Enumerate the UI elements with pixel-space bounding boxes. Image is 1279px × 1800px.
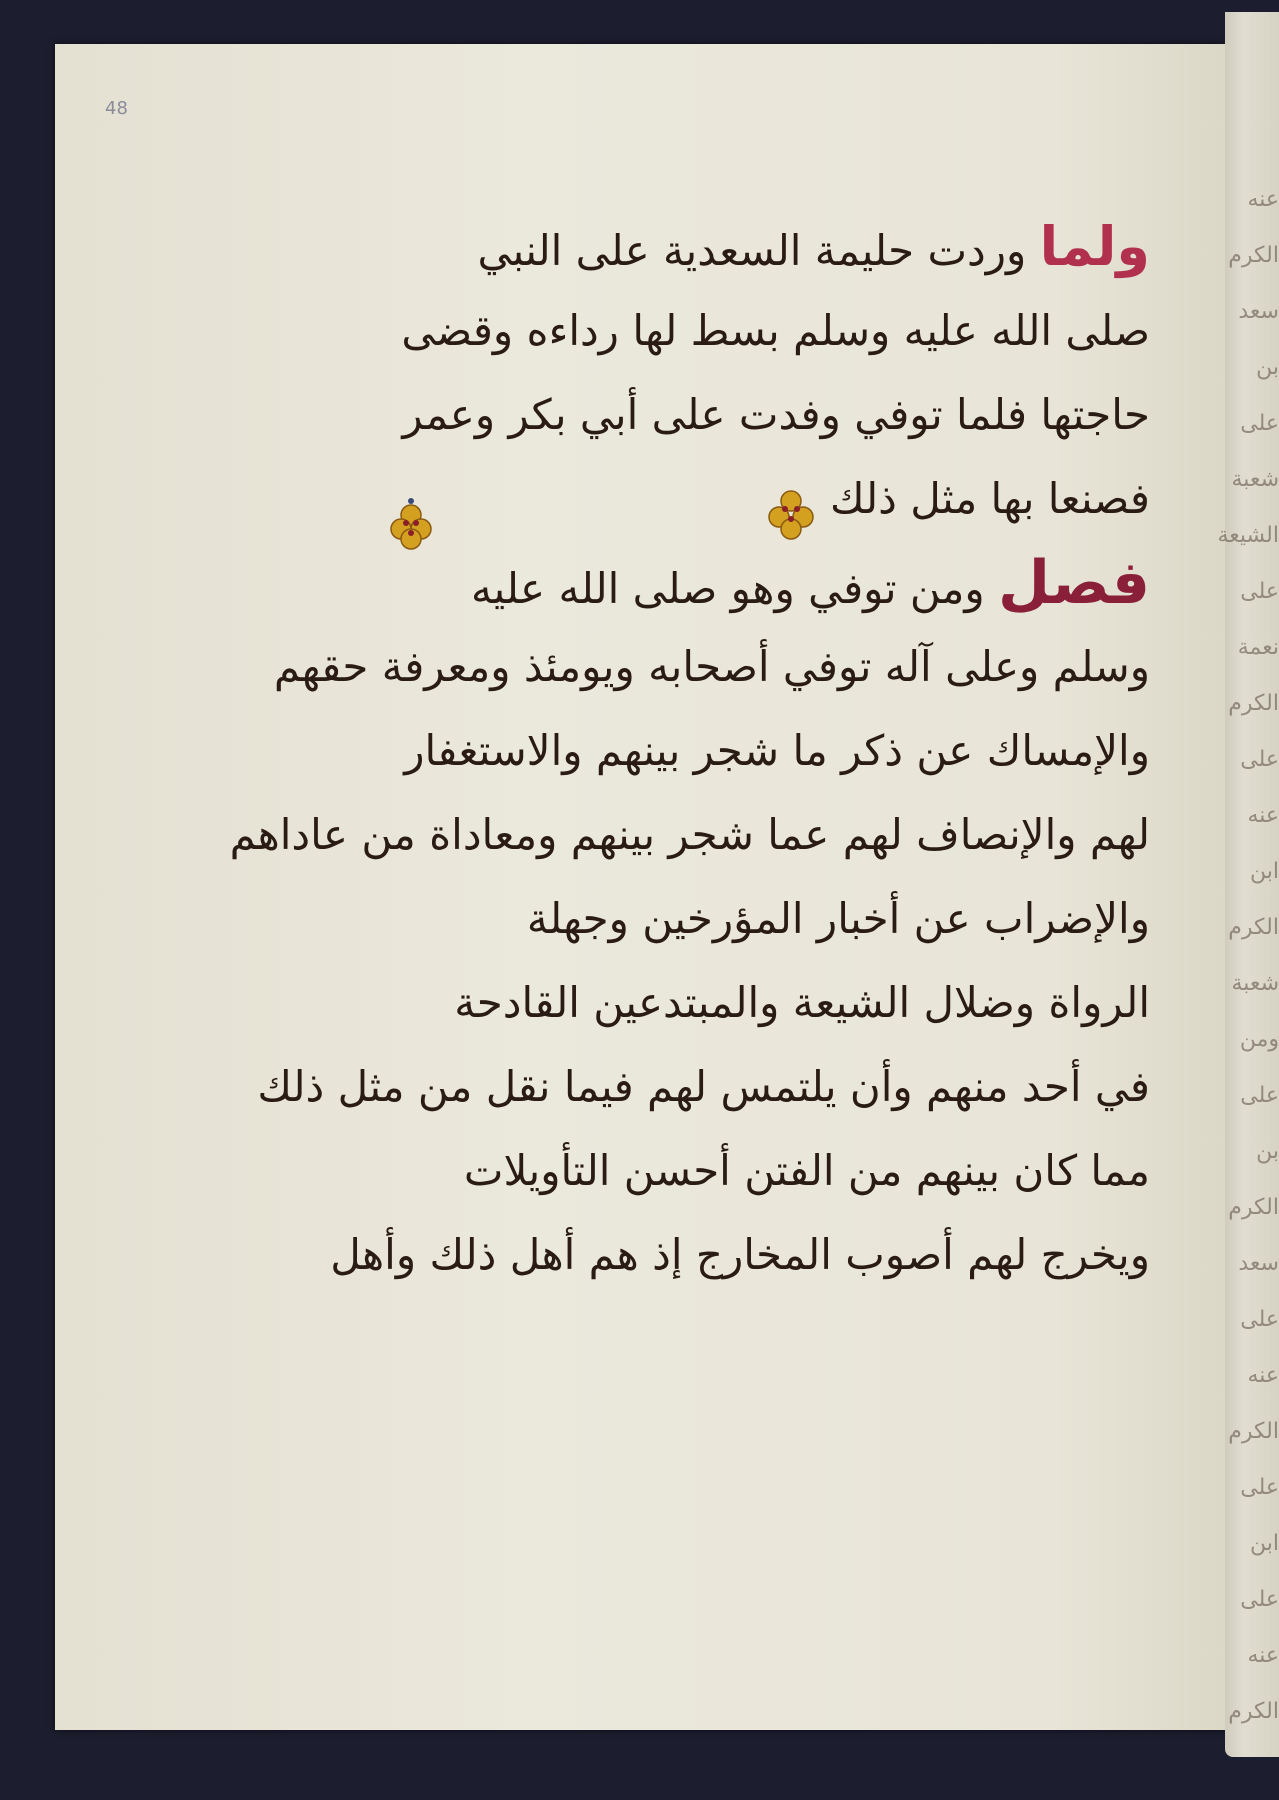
adjacent-page-fragment: عنه: [1247, 1643, 1279, 1668]
adjacent-page-edge: [1217, 12, 1279, 1757]
adjacent-page-fragment: عنه: [1247, 803, 1279, 828]
adjacent-page-fragment: بن: [1256, 1139, 1279, 1164]
adjacent-page-fragment: بن: [1256, 355, 1279, 380]
text-line-1: [355, 205, 1150, 289]
adjacent-page-fragment: سعد: [1238, 1251, 1279, 1276]
text-line-4: فصنعا بها مثل ذلك: [829, 474, 1150, 523]
gold-rosette-icon: [763, 487, 819, 543]
text-line-11: في أحد منهم وأن يلتمس لهم فيما نقل من مثل ذلك: [257, 1062, 1150, 1111]
text-line-12: مما كان بينهم من الفتن أحسن التأويلات: [463, 1146, 1150, 1195]
adjacent-page-fragment: على: [1240, 411, 1279, 436]
adjacent-page-fragment: على: [1240, 1475, 1279, 1500]
adjacent-page-fragment: الكرم: [1228, 1195, 1279, 1220]
adjacent-page-fragment: ابن: [1250, 859, 1279, 884]
adjacent-page-fragment: على: [1240, 579, 1279, 604]
adjacent-page-fragment: على: [1240, 747, 1279, 772]
adjacent-page-fragment: ابن: [1250, 1531, 1279, 1556]
opening-rubric: ولما: [1039, 215, 1150, 278]
adjacent-page-fragment: الكرم: [1228, 1699, 1279, 1724]
adjacent-page-fragment: الكرم: [1228, 1419, 1279, 1444]
gold-rosette-icon: [383, 495, 439, 551]
adjacent-page-fragment: سعد: [1238, 299, 1279, 324]
line-text: ومن توفي وهو صلى الله عليه: [470, 564, 985, 613]
text-line-13: ويخرج لهم أصوب المخارج إذ هم أهل ذلك وأهل: [330, 1230, 1150, 1279]
text-line-5: [355, 541, 1150, 625]
text-line-8: لهم والإنصاف لهم عما شجر بينهم ومعاداة من عاداهم: [229, 810, 1150, 859]
adjacent-page-fragment: شعبة: [1231, 467, 1279, 492]
adjacent-page-fragment: نعمة: [1237, 635, 1279, 660]
text-line-3: حاجتها فلما توفي وفدت على أبي بكر وعمر: [402, 390, 1150, 439]
text-line-2: صلى الله عليه وسلم بسط لها رداءه وقضى: [401, 306, 1150, 355]
adjacent-page-fragment: عنه: [1247, 1363, 1279, 1388]
adjacent-page-fragment: ومن: [1239, 1027, 1279, 1052]
text-line-7: والإمساك عن ذكر ما شجر بينهم والاستغفار: [404, 726, 1150, 775]
adjacent-page-fragment: شعبة: [1231, 971, 1279, 996]
adjacent-page-fragment: الكرم: [1228, 243, 1279, 268]
adjacent-page-fragment: على: [1240, 1083, 1279, 1108]
adjacent-page-text: [1217, 172, 1279, 1740]
adjacent-page-fragment: على: [1240, 1307, 1279, 1332]
adjacent-page-fragment: عنه: [1247, 187, 1279, 212]
text-line-10: الرواة وضلال الشيعة والمبتدعين القادحة: [454, 978, 1150, 1027]
adjacent-page-fragment: الكرم: [1228, 691, 1279, 716]
section-heading: فصل: [998, 548, 1150, 618]
adjacent-page-fragment: على: [1240, 1587, 1279, 1612]
text-line-6: وسلم وعلى آله توفي أصحابه ويومئذ ومعرفة حقهم: [273, 642, 1150, 691]
manuscript-text-block: [229, 205, 1150, 1297]
adjacent-page-fragment: الكرم: [1228, 915, 1279, 940]
line-text: وردت حليمة السعدية على النبي: [477, 226, 1027, 275]
adjacent-page-fragment: الشيعة: [1217, 523, 1279, 548]
folio-number: 48: [105, 98, 128, 119]
text-line-9: والإضراب عن أخبار المؤرخين وجهلة: [526, 894, 1150, 943]
